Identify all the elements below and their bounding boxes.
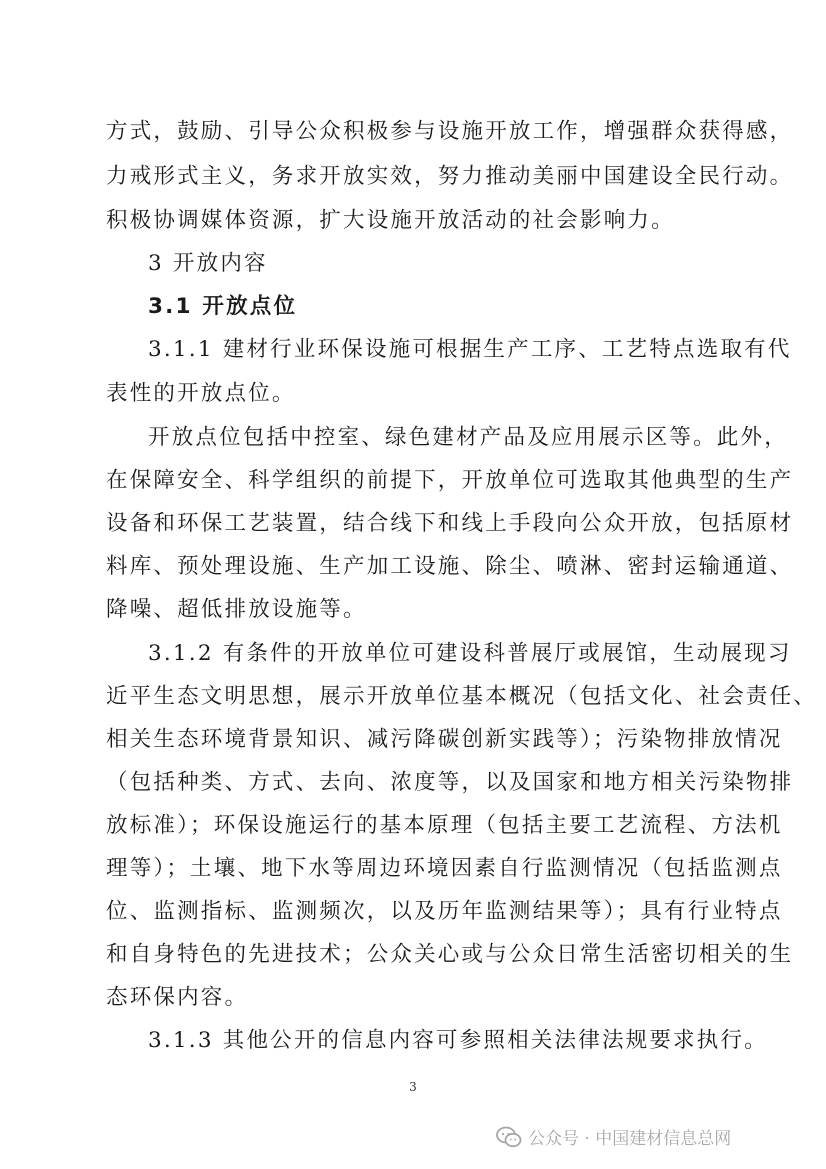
watermark-text: 公众号 · 中国建材信息总网 [528,1129,732,1149]
paragraph-line: 在保障安全、科学组织的前提下，开放单位可选取其他典型的生产 [106,468,794,493]
paragraph-line: 位、监测指标、监测频次，以及历年监测结果等）；具有行业特点 [106,899,783,924]
watermark [496,1124,731,1149]
paragraph-line: 方式，鼓励、引导公众积极参与设施开放工作，增强群众获得感， [106,119,794,144]
paragraph-line: 力戒形式主义，务求开放实效，努力推动美丽中国建设全民行动。 [106,164,794,189]
paragraph-line: 3.1.3 其他公开的信息内容可参照相关法律法规要求执行。 [148,1028,768,1053]
paragraph-line: 放标准）；环保设施运行的基本原理（包括主要工艺流程、方法机 [106,813,783,838]
paragraph-line: 态环保内容。 [106,985,249,1010]
wechat-icon [496,1126,522,1148]
paragraph-line: （包括种类、方式、去向、浓度等，以及国家和地方相关污染物排 [106,770,794,795]
paragraph-line: 3.1.2 有条件的开放单位可建设科普展厅或展馆，生动展现习 [148,641,792,666]
paragraph-line: 和自身特色的先进技术；公众关心或与公众日常生活密切相关的生 [106,942,794,967]
section-heading: 3 开放内容 [148,251,268,276]
paragraph-line: 降噪、超低排放设施等。 [106,597,367,622]
paragraph-line: 料库、预处理设施、生产加工设施、除尘、喷淋、密封运输通道、 [106,554,794,579]
paragraph-line: 近平生态文明思想，展示开放单位基本概况（包括文化、社会责任、 [106,684,818,709]
paragraph-line: 设备和环保工艺装置，结合线下和线上手段向公众开放，包括原材 [106,511,794,536]
paragraph-line: 表性的开放点位。 [106,381,296,406]
paragraph-line: 开放点位包括中控室、绿色建材产品及应用展示区等。此外， [148,425,788,450]
paragraph-line: 3.1.1 建材行业环保设施可根据生产工序、工艺特点选取有代 [148,337,792,362]
paragraph-line: 相关生态环境背景知识、减污降碳创新实践等）；污染物排放情况 [106,727,783,752]
paragraph-line: 理等）；土壤、地下水等周边环境因素自行监测情况（包括监测点 [106,856,783,881]
subsection-heading: 3.1 开放点位 [148,294,298,319]
paragraph-line: 积极协调媒体资源，扩大设施开放活动的社会影响力。 [106,208,675,233]
page-number: 3 [409,1080,417,1094]
